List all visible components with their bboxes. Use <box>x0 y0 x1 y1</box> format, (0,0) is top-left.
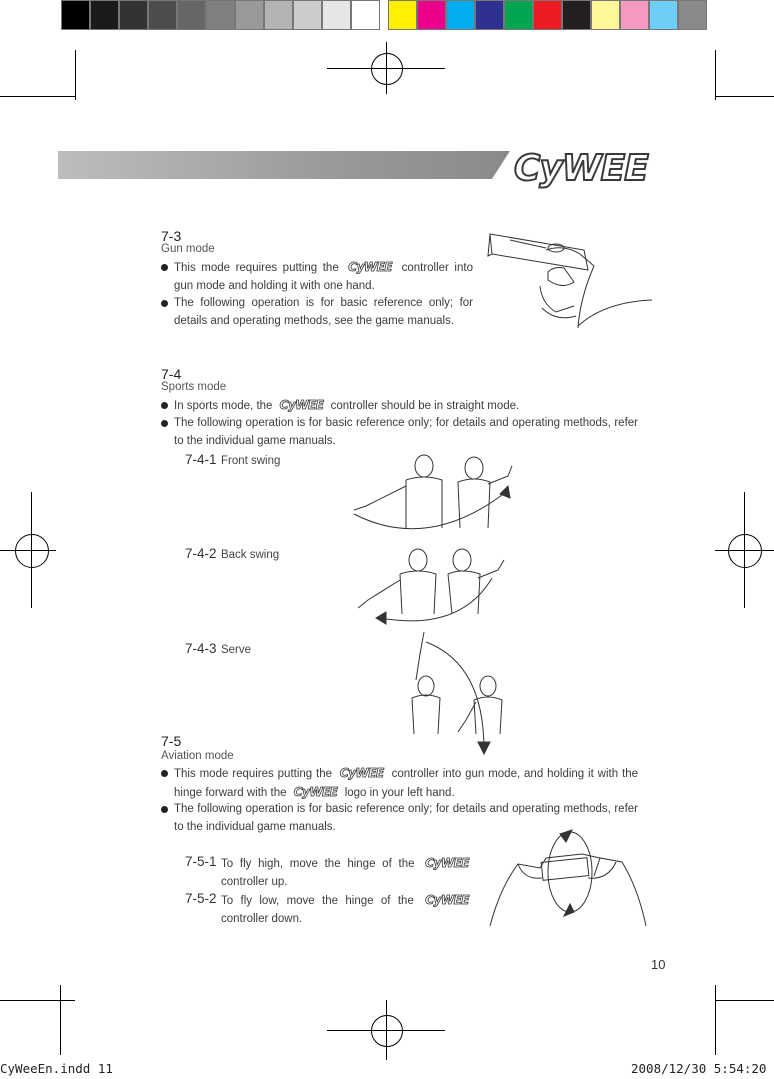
section-number: 7-4 <box>161 366 182 382</box>
color-swatch <box>322 0 351 30</box>
aviation-mode-illustration <box>490 828 646 928</box>
subsection-number: 7-4-2 <box>185 546 217 561</box>
bullet <box>161 300 168 307</box>
color-swatch <box>293 0 322 30</box>
swatch-gap <box>380 0 388 30</box>
color-swatch <box>119 0 148 30</box>
color-swatch <box>235 0 264 30</box>
bullet <box>161 264 168 271</box>
subsection-label: Serve <box>220 644 252 656</box>
subsection-back-swing <box>185 545 279 563</box>
bullet <box>161 402 168 409</box>
brand-logo-inline: CyWEE <box>425 893 469 907</box>
subsection-number: 7-4-1 <box>185 452 217 467</box>
subsection-label: Back swing <box>220 549 280 561</box>
color-swatch <box>678 0 707 30</box>
paragraph: The following operation is for basic reference only; for details and operating methods, refer to the individual game manuals. <box>174 803 638 833</box>
color-swatch <box>591 0 620 30</box>
registration-mark <box>728 534 762 568</box>
paragraph: This mode requires putting the CyWEE controller into gun mode and holding it with one hand. <box>174 260 473 292</box>
subsection-serve <box>185 640 251 658</box>
crop-mark <box>0 96 75 97</box>
gun-mode-illustration <box>484 226 654 350</box>
color-swatch <box>504 0 533 30</box>
subsection-number: 7-5-1 <box>185 854 217 869</box>
footer-timestamp: 2008/12/30 5:54:20 <box>631 1061 767 1076</box>
color-swatch <box>90 0 119 30</box>
section-number: 7-5 <box>161 733 182 749</box>
bullet <box>161 420 168 427</box>
paragraph: To fly low, move the hinge of the CyWEE controller down. <box>221 891 473 928</box>
brand-logo-inline: CyWEE <box>293 785 338 799</box>
subsection-number: 7-5-2 <box>185 891 217 906</box>
back-swing-illustration <box>350 548 512 630</box>
color-swatch <box>620 0 649 30</box>
paragraph: In sports mode, the CyWEE controller should be in straight mode. <box>174 398 520 412</box>
front-swing-illustration <box>348 448 526 534</box>
brand-logo: CyWEE <box>514 148 648 189</box>
color-swatch <box>148 0 177 30</box>
brand-logo-inline: CyWEE <box>339 766 384 780</box>
section-number: 7-3 <box>161 228 182 244</box>
crop-mark <box>60 985 61 1055</box>
brand-logo-inline: CyWEE <box>425 856 469 870</box>
crop-mark <box>715 1000 774 1001</box>
brand-logo-inline: CyWEE <box>348 260 393 274</box>
subsection-front-swing <box>185 451 280 469</box>
subsection-label: Front swing <box>220 455 281 467</box>
color-swatch <box>206 0 235 30</box>
registration-mark <box>371 53 403 85</box>
paragraph: This mode requires putting the CyWEE controller into gun mode, and holding it with the hinge forward with the CyWEE logo in your left hand. <box>174 766 638 799</box>
color-swatch <box>562 0 591 30</box>
color-swatch <box>649 0 678 30</box>
color-calibration-bar <box>61 0 707 30</box>
color-swatch <box>61 0 90 30</box>
crop-mark <box>0 1000 75 1001</box>
bullet <box>161 806 168 813</box>
color-swatch <box>388 0 417 30</box>
registration-mark <box>15 534 49 568</box>
registration-mark <box>371 1015 403 1047</box>
color-swatch <box>417 0 446 30</box>
page-number: 10 <box>651 957 666 972</box>
color-swatch <box>351 0 380 30</box>
crop-mark <box>715 96 774 97</box>
paragraph: The following operation is for basic reference only; for details and operating methods, refer to the individual game manuals. <box>174 417 638 447</box>
paragraph: To fly high, move the hinge of the CyWEE controller up. <box>221 854 473 891</box>
color-swatch <box>264 0 293 30</box>
paragraph: The following operation is for basic reference only; for details and operating methods, see the game manuals. <box>174 297 473 327</box>
color-swatch <box>446 0 475 30</box>
color-swatch <box>475 0 504 30</box>
crop-mark <box>715 50 716 100</box>
section-title: Aviation mode <box>161 750 234 762</box>
bullet <box>161 770 168 777</box>
color-swatch <box>533 0 562 30</box>
brand-logo-inline: CyWEE <box>279 398 324 412</box>
crop-mark <box>75 50 76 100</box>
section-title: Gun mode <box>161 243 215 255</box>
footer-filename: CyWeeEn.indd 11 <box>0 1061 113 1076</box>
header-banner <box>58 151 510 179</box>
crop-mark <box>715 985 716 1055</box>
color-swatch <box>177 0 206 30</box>
section-title: Sports mode <box>161 381 227 393</box>
serve-illustration <box>400 628 504 760</box>
subsection-number: 7-4-3 <box>185 641 217 656</box>
